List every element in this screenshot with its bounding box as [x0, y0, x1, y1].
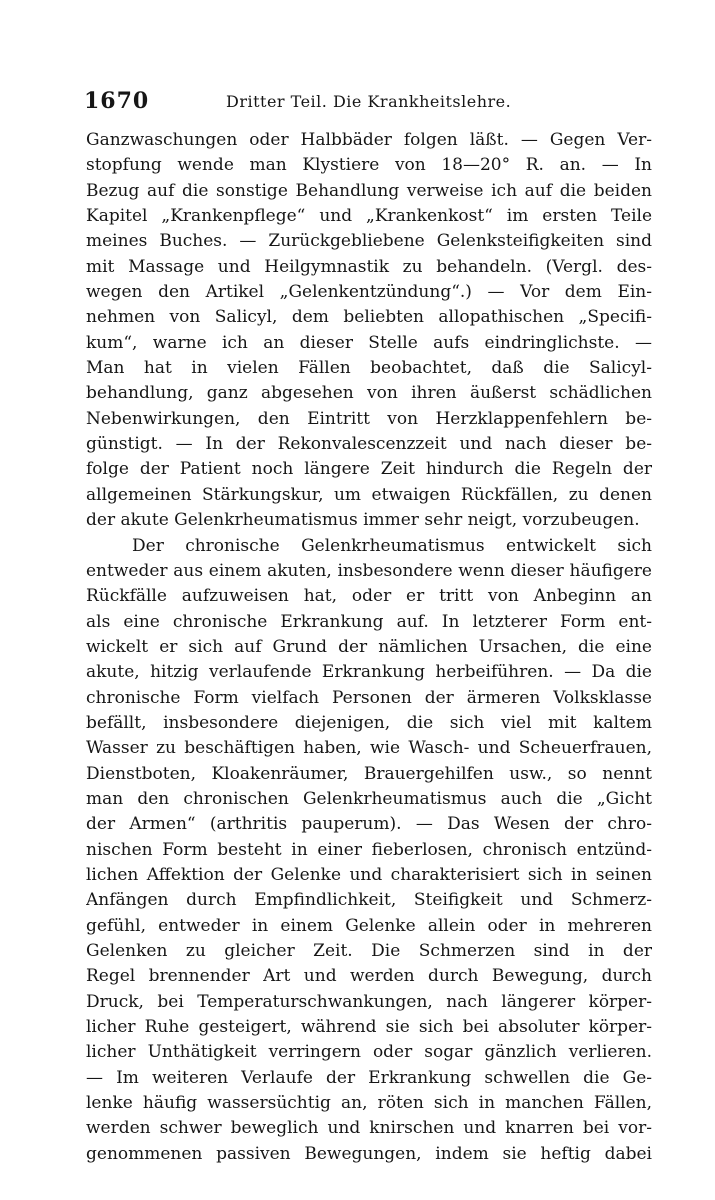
text-line: folge der Patient noch längere Zeit hindurch die Regeln der [86, 459, 652, 480]
text-line: Druck, bei Temperaturschwankungen, nach längerer körper- [86, 991, 652, 1012]
text-line: günstigt. — In der Rekonvalescenzzeit und nach dieser be- [86, 434, 652, 455]
text-line: lichen Affektion der Gelenke und charakterisiert sich in seinen [86, 864, 652, 885]
text-line: akute, hitzig verlaufende Erkrankung herbeiführen. — Da die [86, 662, 652, 683]
text-line: Anfängen durch Empfindlichkeit, Steifigkeit und Schmerz- [86, 890, 652, 911]
text-line: als eine chronische Erkrankung auf. In letzterer Form ent- [86, 611, 652, 632]
text-line: stopfung wende man Klystiere von 18—20° R. an. — In [86, 155, 652, 176]
text-line: Kapitel „Krankenpflege“ und „Krankenkost“ im ersten Teile [86, 206, 652, 227]
text-line: Der chronische Gelenkrheumatismus entwickelt sich [132, 535, 652, 556]
text-line: Gelenken zu gleicher Zeit. Die Schmerzen sind in der [86, 941, 652, 961]
text-line: Nebenwirkungen, den Eintritt von Herzklappenfehlern be- [86, 408, 652, 429]
text-line: Rückfälle aufzuweisen hat, oder er tritt von Anbeginn an [86, 586, 652, 607]
text-line: Regel brennender Art und werden durch Bewegung, durch [86, 966, 652, 987]
text-line: Dienstboten, Kloakenräumer, Brauergehilfen usw., so nennt [86, 763, 652, 784]
text-line: der akute Gelenkrheumatismus immer sehr neigt, vorzubeugen. [86, 510, 640, 531]
text-line: gefühl, entweder in einem Gelenke allein oder in mehreren [86, 915, 652, 936]
text-line: licher Unthätigkeit verringern oder sogar gänzlich verlieren. [86, 1042, 652, 1063]
text-line: lenke häufig wassersüchtig an, röten sich in manchen Fällen, [86, 1093, 652, 1114]
running-title: Dritter Teil. Die Krankheitslehre. [226, 92, 512, 111]
text-line: nischen Form besteht in einer fieberlosen, chronisch entzünd- [86, 839, 652, 860]
text-line: genommenen passiven Bewegungen, indem sie heftig dabei [86, 1143, 652, 1164]
text-line: Man hat in vielen Fällen beobachtet, daß die Salicyl- [86, 358, 652, 379]
text-line: licher Ruhe gesteigert, während sie sich bei absoluter körper- [86, 1017, 652, 1038]
text-line: kum“, warne ich an dieser Stelle aufs eindringlichste. — [86, 332, 652, 353]
text-line: allgemeinen Stärkungskur, um etwaigen Rückfällen, zu denen [86, 484, 652, 505]
text-line: entweder aus einem akuten, insbesondere wenn dieser häufigere [86, 560, 652, 581]
paragraph-chronic-rheumatism [86, 534, 652, 1168]
text-line: meines Buches. — Zurückgebliebene Gelenksteifigkeiten sind [86, 231, 652, 252]
text-line: befällt, insbesondere diejenigen, die sich viel mit kaltem [86, 712, 652, 733]
page-header [84, 88, 654, 116]
text-line: wegen den Artikel „Gelenkentzündung“.) — Vor dem Ein- [86, 282, 652, 303]
body-text [86, 128, 652, 1167]
text-line: werden schwer beweglich und knirschen und knarren bei vor- [86, 1118, 652, 1139]
text-line: Ganzwaschungen oder Halbbäder folgen läßt. — Gegen Ver- [86, 130, 652, 150]
text-line: mit Massage und Heilgymnastik zu behandeln. (Vergl. des- [86, 256, 652, 277]
text-line: chronische Form vielfach Personen der ärmeren Volksklasse [86, 687, 652, 708]
page-number: 1670 [84, 88, 150, 114]
text-line: wickelt er sich auf Grund der nämlichen Ursachen, die eine [86, 636, 652, 657]
text-line: behandlung, ganz abgesehen von ihren äußerst schädlichen [86, 383, 652, 404]
text-line: der Armen“ (arthritis pauperum). — Das Wesen der chro- [86, 814, 652, 835]
text-line: man den chronischen Gelenkrheumatismus auch die „Gicht [86, 788, 652, 809]
text-line: Wasser zu beschäftigen haben, wie Wasch- und Scheuerfrauen, [86, 738, 652, 759]
text-line: Bezug auf die sonstige Behandlung verweise ich auf die beiden [86, 180, 652, 201]
text-line: nehmen von Salicyl, dem beliebten allopathischen „Specifi- [86, 307, 652, 328]
paragraph-treatment [86, 128, 652, 534]
text-line: — Im weiteren Verlaufe der Erkrankung schwellen die Ge- [86, 1067, 652, 1088]
